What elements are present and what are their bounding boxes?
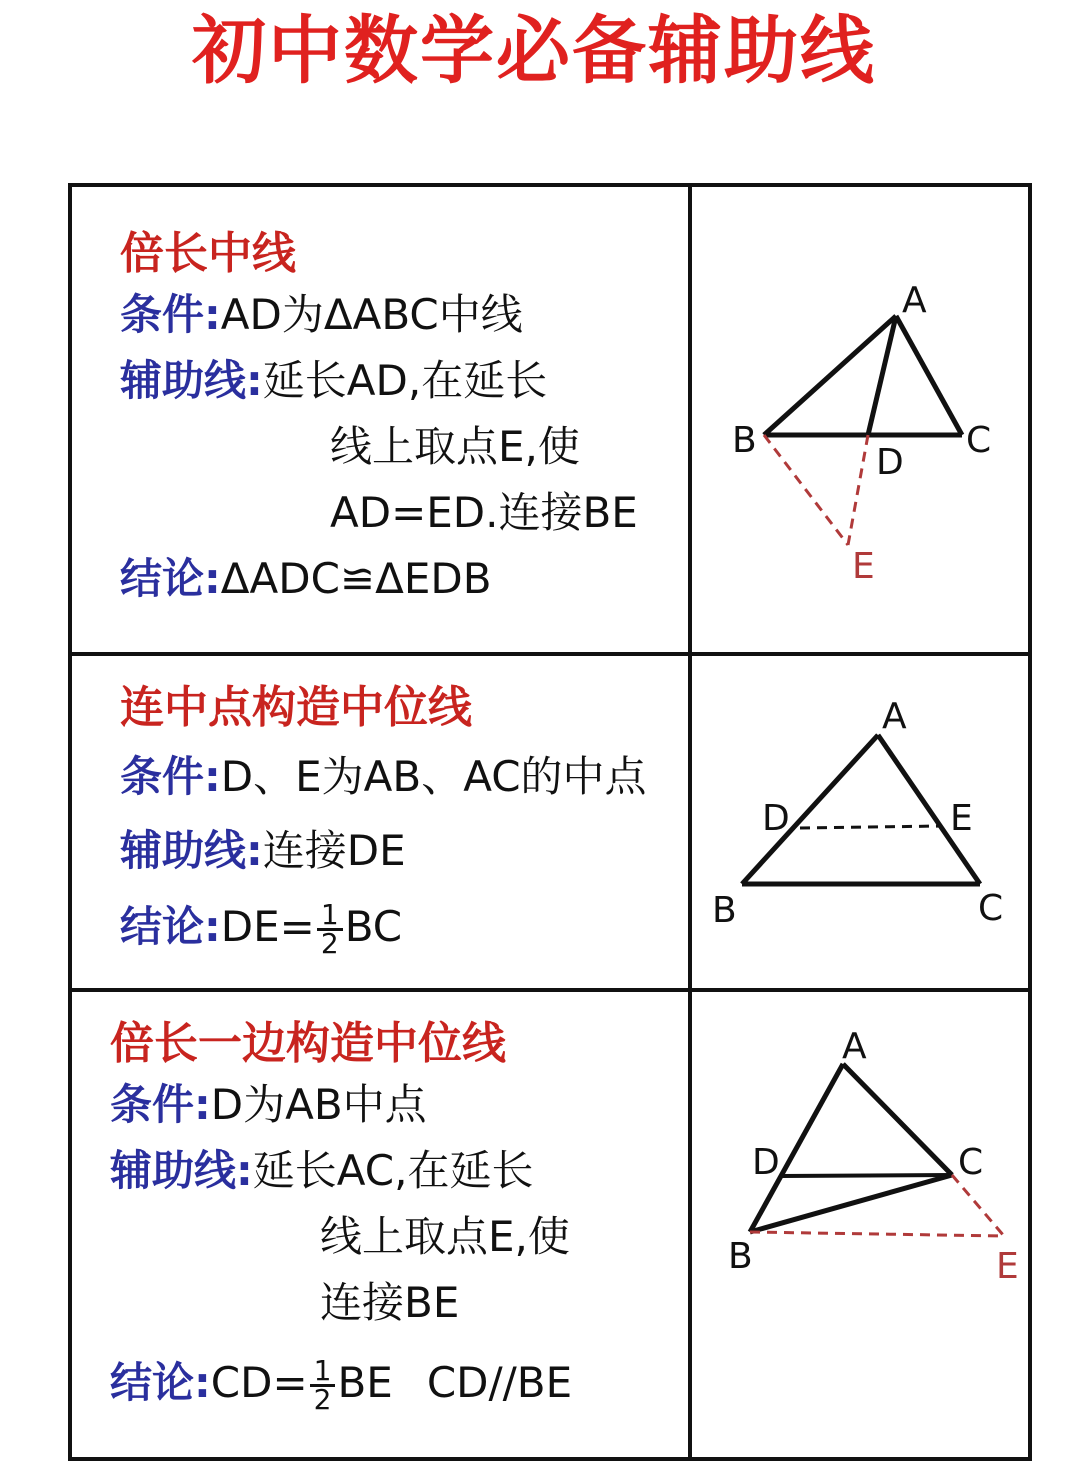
section-1-aux-line-2: 线上取点E,使 <box>330 422 580 471</box>
section-3-aux-line-3: 连接BE <box>320 1278 460 1327</box>
point-label-a: A <box>902 280 927 321</box>
point-label-d: D <box>876 442 904 483</box>
conclusion-label: 结论: <box>120 902 221 951</box>
section-3-heading: 倍长一边构造中位线 <box>110 1018 506 1069</box>
segment-be <box>750 1232 1004 1236</box>
section-2-heading: 连中点构造中位线 <box>120 682 472 733</box>
segment-be <box>764 435 848 545</box>
extension-ce <box>952 1175 1004 1236</box>
conclusion-text: ΔADC≌ΔEDB <box>220 554 492 603</box>
fraction-numerator: 1 <box>317 902 343 931</box>
point-label-a: A <box>882 696 907 737</box>
figure-3 <box>728 1026 1019 1287</box>
aux-label: 辅助线: <box>120 826 263 875</box>
median-ad <box>868 316 896 435</box>
condition-text: D、E为AB、AC的中点 <box>220 752 647 801</box>
conclusion-label: 结论: <box>110 1358 211 1407</box>
aux-text: 延长AC,在延长 <box>252 1146 534 1195</box>
segment-ab <box>764 316 896 435</box>
point-label-c: C <box>958 1142 984 1183</box>
segment-bc <box>750 1175 952 1232</box>
figure-2 <box>712 696 1003 931</box>
point-label-e: E <box>996 1246 1019 1287</box>
condition-label: 条件: <box>110 1080 211 1129</box>
extension-de <box>848 435 868 545</box>
segment-ac <box>843 1064 952 1175</box>
condition-text: AD为ΔABC中线 <box>220 290 523 339</box>
condition-label: 条件: <box>120 752 221 801</box>
fraction-denominator: 2 <box>320 927 339 960</box>
conclusion-post: BC <box>344 902 403 951</box>
conclusion-label: 结论: <box>120 554 221 603</box>
figure-1 <box>732 280 991 587</box>
section-3-aux-line-2: 线上取点E,使 <box>320 1212 570 1261</box>
point-label-e: E <box>852 546 875 587</box>
point-label-b: B <box>728 1236 753 1277</box>
condition-label: 条件: <box>120 290 221 339</box>
conclusion-post: BE <box>337 1358 393 1407</box>
point-label-d: D <box>752 1142 780 1183</box>
condition-text: D为AB中点 <box>210 1080 427 1129</box>
midline-de <box>800 826 942 828</box>
page-title: 初中数学必备辅助线 <box>192 8 876 94</box>
conclusion-pre: DE= <box>220 902 315 951</box>
point-label-e: E <box>950 798 973 839</box>
section-1-heading: 倍长中线 <box>120 228 296 279</box>
point-label-b: B <box>732 420 757 461</box>
aux-label: 辅助线: <box>120 356 263 405</box>
fraction-denominator: 2 <box>313 1383 332 1416</box>
aux-label: 辅助线: <box>110 1146 253 1195</box>
point-label-a: A <box>842 1026 867 1067</box>
aux-text: 延长AD,在延长 <box>262 356 548 405</box>
section-1-aux-line-3: AD=ED.连接BE <box>330 488 638 537</box>
aux-text: 连接DE <box>262 826 406 875</box>
segment-dc <box>781 1175 952 1176</box>
point-label-d: D <box>762 798 790 839</box>
conclusion-pre: CD= <box>210 1358 308 1407</box>
point-label-c: C <box>978 888 1004 929</box>
point-label-c: C <box>966 420 992 461</box>
fraction-numerator: 1 <box>310 1358 336 1387</box>
segment-ac <box>896 316 962 435</box>
conclusion-parallel: CD//BE <box>426 1358 573 1407</box>
point-label-b: B <box>712 890 737 931</box>
